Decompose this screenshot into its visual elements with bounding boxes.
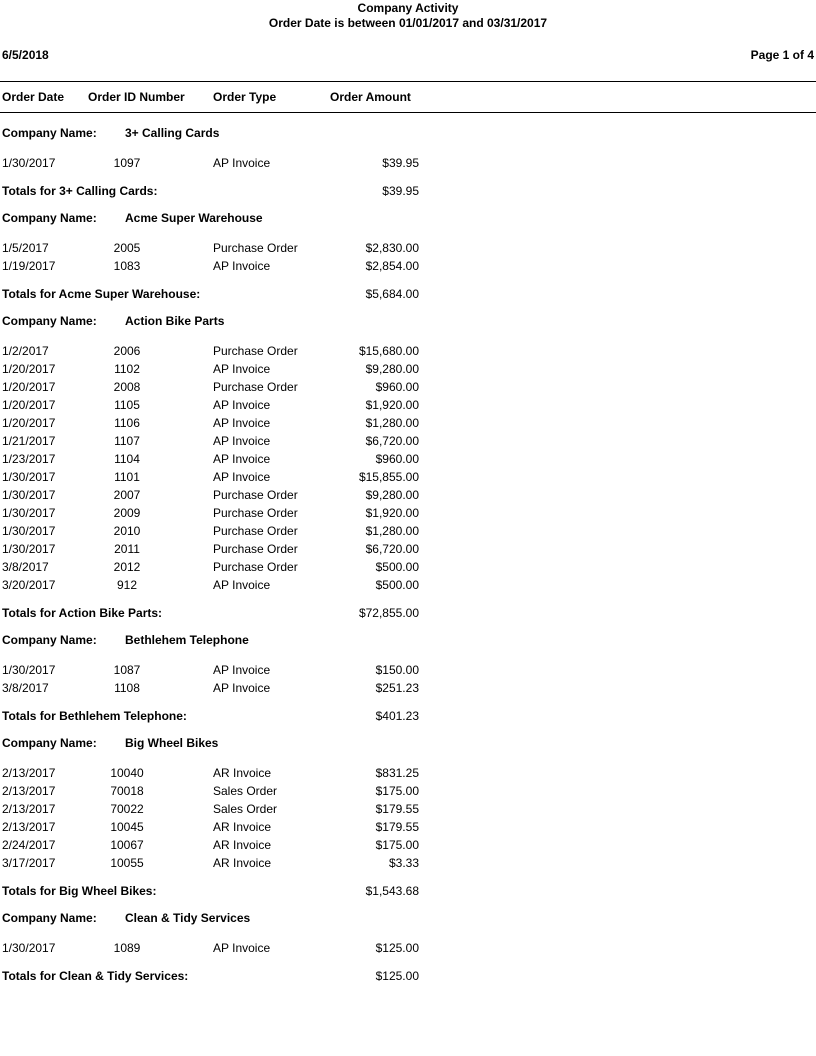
company-group (0, 307, 816, 626)
company-name: Acme Super Warehouse (125, 211, 263, 225)
order-amount: $6,720.00 (365, 434, 419, 448)
order-amount: $1,280.00 (365, 524, 419, 538)
company-total-label: Totals for Bethlehem Telephone: (2, 709, 187, 723)
column-header-order-date: Order Date (2, 90, 65, 104)
order-type: Purchase Order (213, 241, 298, 255)
order-date: 1/20/2017 (2, 416, 56, 430)
company-total-amount: $72,855.00 (358, 606, 419, 620)
order-amount: $1,920.00 (365, 506, 419, 520)
order-id: 10067 (110, 838, 144, 852)
order-id: 1105 (114, 398, 140, 412)
order-row (0, 818, 816, 836)
company-total-label: Totals for Action Bike Parts: (2, 606, 163, 620)
order-amount: $2,830.00 (365, 241, 419, 255)
order-id: 2008 (113, 380, 141, 394)
company-name: 3+ Calling Cards (125, 126, 220, 140)
order-id: 10040 (110, 766, 144, 780)
order-id: 1101 (114, 470, 140, 484)
order-row (0, 450, 816, 468)
order-id: 1108 (114, 681, 140, 695)
company-header (0, 729, 816, 757)
order-type: Purchase Order (213, 506, 298, 520)
order-row (0, 154, 816, 172)
company-total-amount: $1,543.68 (365, 884, 419, 898)
order-amount: $39.95 (382, 156, 419, 170)
order-row (0, 522, 816, 540)
order-id: 1089 (113, 941, 141, 955)
order-row (0, 836, 816, 854)
order-type: AP Invoice (213, 681, 271, 695)
order-amount: $15,680.00 (358, 344, 419, 358)
order-amount: $2,854.00 (365, 259, 419, 273)
spacer (0, 932, 816, 939)
order-amount: $1,280.00 (365, 416, 419, 430)
order-row (0, 432, 816, 450)
order-row (0, 558, 816, 576)
spacer (0, 872, 816, 882)
order-id: 1083 (113, 259, 141, 273)
order-type: AR Invoice (213, 856, 272, 870)
order-date: 1/21/2017 (2, 434, 56, 448)
order-id: 1104 (114, 452, 140, 466)
page-number: Page 1 of 4 (750, 48, 814, 62)
order-id: 2009 (113, 506, 141, 520)
order-amount: $125.00 (375, 941, 419, 955)
order-amount: $179.55 (375, 802, 419, 816)
company-total-amount: $125.00 (375, 969, 419, 983)
order-row (0, 486, 816, 504)
order-id: 2010 (113, 524, 141, 538)
order-amount: $960.00 (375, 380, 419, 394)
order-amount: $6,720.00 (365, 542, 419, 556)
spacer (0, 757, 816, 764)
order-date: 1/30/2017 (2, 156, 56, 170)
company-header (0, 204, 816, 232)
order-id: 2006 (113, 344, 141, 358)
report-title: Company Activity (357, 1, 459, 15)
spacer (0, 957, 816, 967)
company-header (0, 904, 816, 932)
header-divider-bottom (0, 112, 816, 113)
order-type: AP Invoice (213, 416, 271, 430)
order-amount: $500.00 (375, 560, 419, 574)
order-amount: $1,920.00 (365, 398, 419, 412)
order-type: AP Invoice (213, 362, 271, 376)
company-name-label: Company Name: (2, 126, 97, 140)
order-date: 3/8/2017 (2, 560, 49, 574)
order-row (0, 504, 816, 522)
report-body (0, 119, 816, 989)
order-date: 1/30/2017 (2, 663, 56, 677)
order-row (0, 378, 816, 396)
company-total-label: Totals for Big Wheel Bikes: (2, 884, 157, 898)
spacer (0, 654, 816, 661)
order-row (0, 782, 816, 800)
company-name: Big Wheel Bikes (125, 736, 219, 750)
order-id: 1097 (113, 156, 141, 170)
order-type: AP Invoice (213, 434, 271, 448)
order-id: 70018 (110, 784, 144, 798)
order-date: 1/30/2017 (2, 470, 56, 484)
company-header (0, 626, 816, 654)
company-total-row (0, 182, 816, 204)
order-date: 2/13/2017 (2, 784, 56, 798)
order-id: 1106 (114, 416, 140, 430)
order-row (0, 854, 816, 872)
order-amount: $175.00 (375, 784, 419, 798)
company-name: Clean & Tidy Services (125, 911, 251, 925)
order-type: Purchase Order (213, 344, 298, 358)
column-header-order-id: Order ID Number (88, 90, 185, 104)
spacer (0, 232, 816, 239)
company-total-label: Totals for Clean & Tidy Services: (2, 969, 189, 983)
order-amount: $960.00 (375, 452, 419, 466)
order-id: 10055 (110, 856, 144, 870)
spacer (0, 335, 816, 342)
order-id: 2007 (113, 488, 141, 502)
order-type: AP Invoice (213, 941, 271, 955)
order-date: 2/24/2017 (2, 838, 56, 852)
order-amount: $9,280.00 (365, 488, 419, 502)
company-name: Bethlehem Telephone (125, 633, 249, 647)
order-row (0, 939, 816, 957)
report-subtitle: Order Date is between 01/01/2017 and 03/31/2017 (268, 16, 548, 30)
order-amount: $175.00 (375, 838, 419, 852)
order-type: AP Invoice (213, 398, 271, 412)
order-id: 2012 (113, 560, 141, 574)
company-total-label: Totals for Acme Super Warehouse: (2, 287, 201, 301)
order-type: AP Invoice (213, 578, 271, 592)
order-row (0, 239, 816, 257)
company-total-amount: $5,684.00 (365, 287, 419, 301)
order-type: AP Invoice (213, 452, 271, 466)
order-id: 2005 (113, 241, 141, 255)
order-date: 2/13/2017 (2, 820, 56, 834)
order-date: 2/13/2017 (2, 802, 56, 816)
company-total-row (0, 882, 816, 904)
company-name-label: Company Name: (2, 633, 97, 647)
order-date: 1/30/2017 (2, 542, 56, 556)
order-row (0, 679, 816, 697)
order-date: 1/30/2017 (2, 506, 56, 520)
order-date: 1/20/2017 (2, 380, 56, 394)
order-row (0, 540, 816, 558)
order-date: 1/19/2017 (2, 259, 56, 273)
company-group (0, 119, 816, 204)
company-total-label: Totals for 3+ Calling Cards: (2, 184, 158, 198)
column-header-order-amount: Order Amount (330, 90, 411, 104)
order-type: Purchase Order (213, 488, 298, 502)
order-amount: $179.55 (375, 820, 419, 834)
order-row (0, 764, 816, 782)
company-group (0, 204, 816, 307)
header-divider-top (0, 81, 816, 82)
order-id: 912 (116, 578, 138, 592)
order-date: 3/17/2017 (2, 856, 56, 870)
company-group (0, 626, 816, 729)
order-row (0, 468, 816, 486)
spacer (0, 172, 816, 182)
order-type: AP Invoice (213, 470, 271, 484)
order-row (0, 414, 816, 432)
spacer (0, 697, 816, 707)
company-total-amount: $401.23 (375, 709, 419, 723)
order-id: 1102 (114, 362, 140, 376)
company-header (0, 119, 816, 147)
order-id: 2011 (114, 542, 140, 556)
order-date: 1/20/2017 (2, 398, 56, 412)
order-row (0, 396, 816, 414)
company-name-label: Company Name: (2, 314, 97, 328)
order-type: AP Invoice (213, 259, 271, 273)
company-header (0, 307, 816, 335)
order-date: 3/8/2017 (2, 681, 49, 695)
company-total-row (0, 967, 816, 989)
company-group (0, 904, 816, 989)
order-date: 1/5/2017 (2, 241, 49, 255)
order-date: 1/30/2017 (2, 488, 56, 502)
order-date: 1/30/2017 (2, 524, 56, 538)
order-date: 3/20/2017 (2, 578, 56, 592)
company-total-row (0, 707, 816, 729)
print-date: 6/5/2018 (2, 48, 49, 62)
order-date: 1/30/2017 (2, 941, 56, 955)
order-type: AR Invoice (213, 766, 272, 780)
order-amount: $831.25 (375, 766, 419, 780)
order-type: Purchase Order (213, 560, 298, 574)
order-date: 2/13/2017 (2, 766, 56, 780)
order-row (0, 257, 816, 275)
spacer (0, 594, 816, 604)
order-row (0, 360, 816, 378)
order-type: Sales Order (213, 784, 278, 798)
company-name-label: Company Name: (2, 211, 97, 225)
order-id: 1087 (113, 663, 141, 677)
order-amount: $9,280.00 (365, 362, 419, 376)
company-total-row (0, 604, 816, 626)
spacer (0, 275, 816, 285)
order-row (0, 800, 816, 818)
order-amount: $3.33 (388, 856, 419, 870)
order-amount: $150.00 (375, 663, 419, 677)
company-name-label: Company Name: (2, 911, 97, 925)
order-type: AP Invoice (213, 156, 271, 170)
order-date: 1/20/2017 (2, 362, 56, 376)
column-header-order-type: Order Type (213, 90, 277, 104)
order-id: 10045 (110, 820, 144, 834)
order-id: 1107 (114, 434, 140, 448)
company-name: Action Bike Parts (125, 314, 225, 328)
order-type: Purchase Order (213, 542, 298, 556)
company-group (0, 729, 816, 904)
order-row (0, 576, 816, 594)
order-type: AR Invoice (213, 820, 272, 834)
order-row (0, 661, 816, 679)
company-name-label: Company Name: (2, 736, 97, 750)
order-date: 1/23/2017 (2, 452, 56, 466)
order-type: AP Invoice (213, 663, 271, 677)
company-total-row (0, 285, 816, 307)
spacer (0, 147, 816, 154)
order-type: Purchase Order (213, 524, 298, 538)
company-total-amount: $39.95 (382, 184, 419, 198)
order-amount: $251.23 (375, 681, 419, 695)
order-amount: $15,855.00 (358, 470, 419, 484)
order-amount: $500.00 (375, 578, 419, 592)
order-date: 1/2/2017 (2, 344, 49, 358)
order-type: Purchase Order (213, 380, 298, 394)
order-id: 70022 (110, 802, 144, 816)
order-row (0, 342, 816, 360)
order-type: AR Invoice (213, 838, 272, 852)
order-type: Sales Order (213, 802, 278, 816)
